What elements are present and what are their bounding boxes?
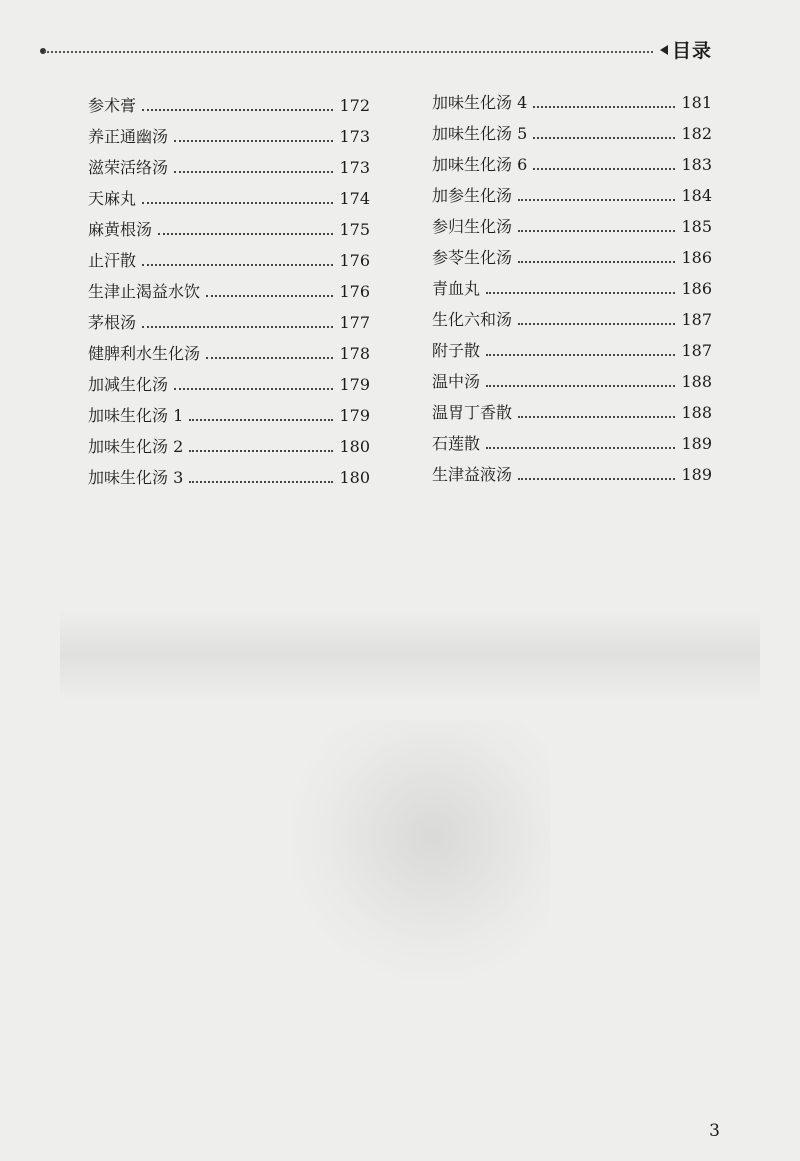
toc-entry-page: 187 (681, 310, 712, 329)
toc-entry-page: 184 (681, 186, 712, 205)
toc-entry[interactable] (432, 176, 712, 207)
toc-entry[interactable] (88, 272, 370, 303)
toc-dot-leader (142, 326, 333, 328)
toc-dot-leader (206, 295, 333, 297)
toc-entry-title: 加味生化汤 1 (88, 406, 184, 425)
toc-entry[interactable] (88, 303, 370, 334)
toc-entry-title: 加参生化汤 (432, 186, 513, 205)
toc-entry-title: 止汗散 (88, 251, 137, 270)
toc-entry-page: 174 (339, 189, 370, 208)
toc-entry[interactable] (88, 241, 370, 272)
toc-entry-page: 178 (339, 344, 370, 363)
toc-dot-leader (158, 233, 333, 235)
toc-entry-page: 177 (339, 313, 370, 332)
toc-entry-title: 加味生化汤 6 (432, 155, 528, 174)
toc-dot-leader (486, 385, 675, 387)
toc-dot-leader (486, 292, 675, 294)
toc-entry-page: 188 (681, 372, 712, 391)
toc-entry[interactable] (88, 148, 370, 179)
toc-entry-title: 温中汤 (432, 372, 481, 391)
toc-entry[interactable] (432, 114, 712, 145)
toc-entry[interactable] (432, 83, 712, 114)
toc-dot-leader (174, 140, 333, 142)
toc-entry-title: 石莲散 (432, 434, 481, 453)
toc-dot-leader (174, 171, 333, 173)
header-title: 目录 (671, 40, 712, 62)
toc-entry-page: 176 (339, 282, 370, 301)
toc-dot-leader (518, 478, 675, 480)
show-through-illustration (290, 720, 550, 980)
toc-entry[interactable] (88, 427, 370, 458)
toc-dot-leader (518, 230, 675, 232)
toc-entry[interactable] (88, 396, 370, 427)
toc-entry-page: 180 (339, 468, 370, 487)
toc-entry-page: 188 (681, 403, 712, 422)
toc-entry-title: 麻黄根汤 (88, 220, 153, 239)
toc-entry-title: 生津益液汤 (432, 465, 513, 484)
toc-entry[interactable] (88, 117, 370, 148)
toc-entry-page: 186 (681, 248, 712, 267)
toc-entry-page: 183 (681, 155, 712, 174)
toc-entry-title: 参苓生化汤 (432, 248, 513, 267)
toc-entry-title: 养正通幽汤 (88, 127, 169, 146)
toc-entry-page: 182 (681, 124, 712, 143)
toc-dot-leader (189, 481, 333, 483)
toc-dot-leader (142, 202, 333, 204)
toc-entry-title: 青血丸 (432, 279, 481, 298)
toc-entry-page: 180 (339, 437, 370, 456)
toc-dot-leader (142, 109, 333, 111)
toc-entry-page: 176 (339, 251, 370, 270)
toc-entry-title: 附子散 (432, 341, 481, 360)
toc-entry-title: 参术膏 (88, 96, 137, 115)
toc-entry-page: 187 (681, 341, 712, 360)
toc-dot-leader (206, 357, 333, 359)
toc-column-right (432, 83, 712, 486)
toc-entry-page: 179 (339, 375, 370, 394)
toc-entry-title: 茅根汤 (88, 313, 137, 332)
toc-dot-leader (486, 447, 675, 449)
toc-entry-title: 加减生化汤 (88, 375, 169, 394)
page-number: 3 (709, 1121, 720, 1141)
toc-column-left (88, 86, 370, 489)
toc-entry[interactable] (88, 210, 370, 241)
page-header (654, 36, 712, 63)
toc-entry[interactable] (432, 269, 712, 300)
toc-dot-leader (142, 264, 333, 266)
toc-dot-leader (533, 106, 675, 108)
toc-entry-page: 175 (339, 220, 370, 239)
toc-dot-leader (189, 419, 333, 421)
toc-entry-page: 173 (339, 127, 370, 146)
show-through-background (60, 470, 760, 1000)
toc-entry-title: 加味生化汤 5 (432, 124, 528, 143)
toc-entry[interactable] (432, 455, 712, 486)
toc-entry[interactable] (432, 362, 712, 393)
toc-entry-page: 173 (339, 158, 370, 177)
toc-entry[interactable] (432, 238, 712, 269)
toc-entry[interactable] (88, 458, 370, 489)
toc-dot-leader (518, 199, 675, 201)
toc-entry[interactable] (88, 334, 370, 365)
toc-dot-leader (486, 354, 675, 356)
toc-entry-title: 参归生化汤 (432, 217, 513, 236)
toc-dot-leader (518, 416, 675, 418)
toc-entry[interactable] (432, 207, 712, 238)
toc-entry-page: 185 (681, 217, 712, 236)
header-dotted-rule (44, 51, 704, 53)
toc-dot-leader (174, 388, 333, 390)
toc-entry-title: 生津止渴益水饮 (88, 282, 201, 301)
toc-entry-page: 186 (681, 279, 712, 298)
toc-entry[interactable] (432, 424, 712, 455)
toc-dot-leader (533, 137, 675, 139)
toc-entry-page: 181 (681, 93, 712, 112)
toc-entry-title: 生化六和汤 (432, 310, 513, 329)
toc-entry[interactable] (432, 145, 712, 176)
show-through-band (60, 610, 760, 700)
toc-dot-leader (518, 323, 675, 325)
toc-entry-page: 172 (339, 96, 370, 115)
toc-entry-title: 滋荣活络汤 (88, 158, 169, 177)
toc-entry[interactable] (432, 300, 712, 331)
toc-entry[interactable] (88, 179, 370, 210)
toc-entry-title: 加味生化汤 3 (88, 468, 184, 487)
toc-entry-title: 温胃丁香散 (432, 403, 513, 422)
toc-entry[interactable] (432, 331, 712, 362)
toc-entry-page: 189 (681, 465, 712, 484)
toc-entry-page: 179 (339, 406, 370, 425)
toc-entry-page: 189 (681, 434, 712, 453)
toc-entry[interactable] (88, 86, 370, 117)
toc-entry-title: 加味生化汤 2 (88, 437, 184, 456)
toc-entry[interactable] (88, 365, 370, 396)
toc-entry-title: 天麻丸 (88, 189, 137, 208)
toc-entry-title: 健脾利水生化汤 (88, 344, 201, 363)
toc-entry-title: 加味生化汤 4 (432, 93, 528, 112)
toc-dot-leader (533, 168, 675, 170)
toc-entry[interactable] (432, 393, 712, 424)
toc-dot-leader (518, 261, 675, 263)
toc-dot-leader (189, 450, 333, 452)
triangle-marker-icon (660, 45, 668, 55)
